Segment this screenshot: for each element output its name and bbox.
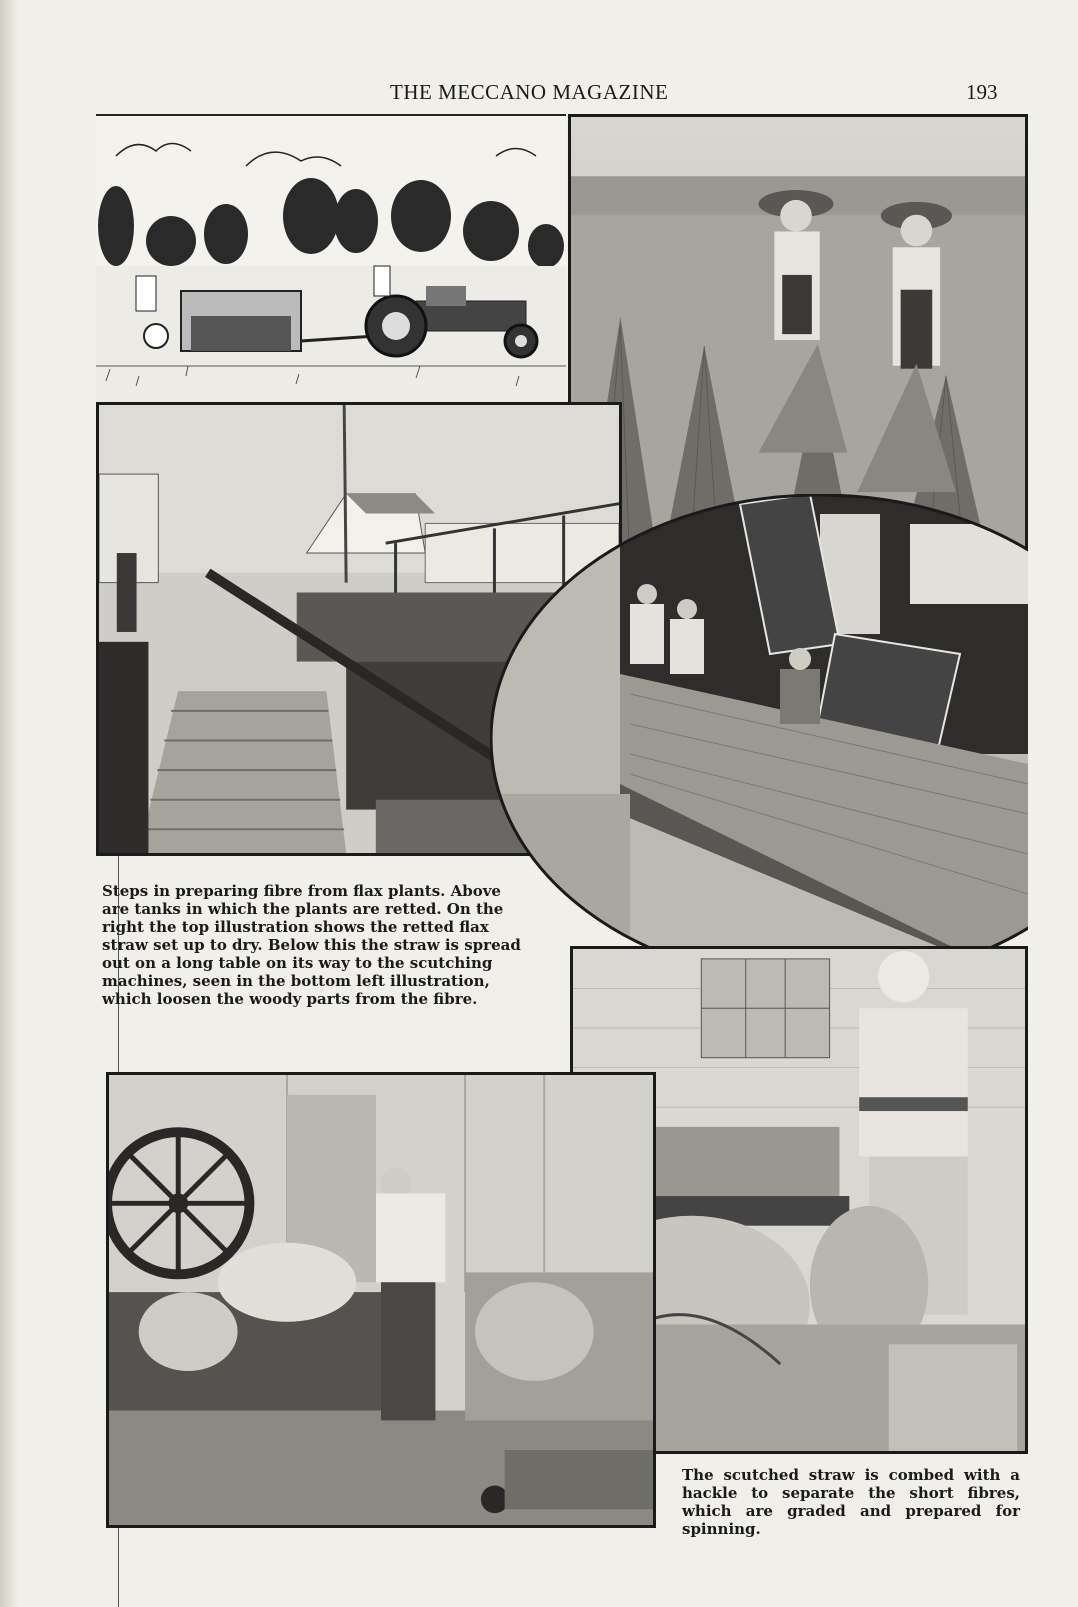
flax-steps-caption-text: Steps in preparing fibre from flax plants. Above are tanks in which the plants are retted. On the right the top illustration shows the retted flax straw set up to dry. Below this the straw is spread out on a long table on its way to the scutching machines, seen in the bottom left illustration, which loosen the woody parts from the fibre.: [102, 882, 521, 1008]
magazine-title: THE MECCANO MAGAZINE: [390, 80, 669, 104]
page-spine-shadow: [0, 0, 18, 1607]
page-header: [0, 80, 1078, 110]
scutching-machines-photo: [106, 1072, 656, 1528]
flax-harvester-sketch: [96, 116, 566, 404]
flax-steps-caption: [102, 882, 522, 1008]
hackle-caption-text: The scutched straw is combed with a hackle to separate the short fibres, which are graded and prepared for spinning.: [682, 1466, 1020, 1538]
page-number: 193: [966, 80, 998, 104]
hackle-caption: [682, 1466, 1020, 1538]
spreading-table-photo: [490, 494, 1028, 984]
